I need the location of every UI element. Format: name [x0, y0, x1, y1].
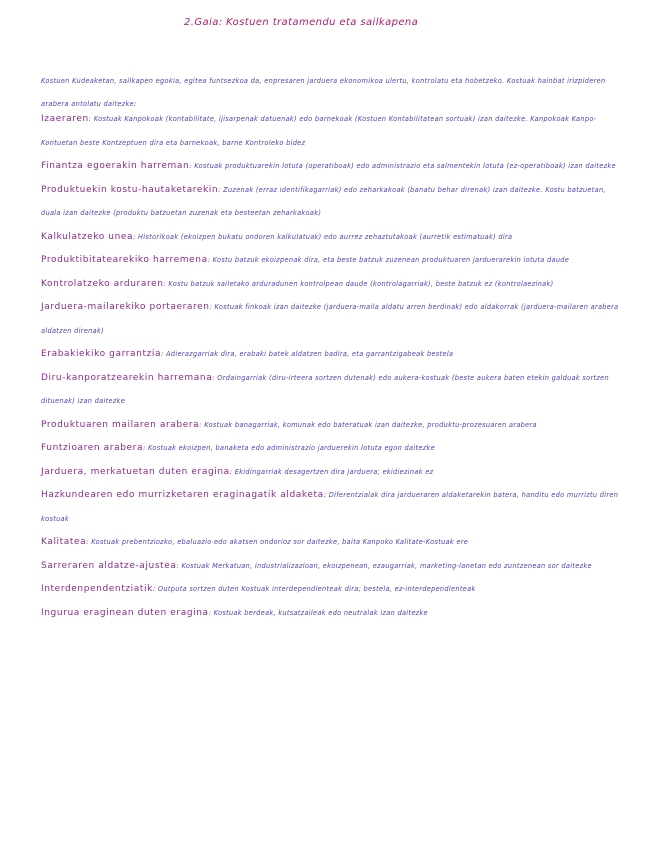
list-item: Interdenpendentziatik: Outputa sortzen duten Kostuak interdependienteak dira; bestela, ez-interdependienteak: [41, 584, 476, 594]
criterion-term: Kalkulatzeko unea: [41, 231, 134, 242]
criterion-text: Kostuak prebentziozko, ebaluazio edo akatsen ondorioz sor daitezke, baita Kanpoko Kalitate-Kostuak ere: [91, 538, 469, 546]
list-item: Hazkundearen edo murrizketaren eraginagatik aldaketa: Diferentzialak dira jardueraren aldaketarekin batera, handitu edo murriztu diren kostuak: [41, 490, 619, 523]
criterion-text: Ekidingarriak desagertzen dira jarduera; ekidiezinak ez: [234, 467, 434, 476]
list-item: Produktuaren mailaren arabera: Kostuak banagarriak, komunak edo bateratuak izan daitezke, produktu-prozesuaren arabera: [41, 419, 537, 430]
list-item: Produktuekin kostu-hautaketarekin: Zuzenak (erraz identifikagarriak) edo zeharkakoak (banatu behar direnak) izan daitezke. Kostu batzuetan, duala izan daitezke (produktu batzuetan zuzenak eta besteetan zeharkakoak): [41, 184, 606, 217]
criterion-term: Interdenpendentziatik: [41, 584, 153, 594]
criterion-term: Hazkundearen edo murrizketaren eraginagatik aldaketa: [41, 490, 324, 500]
list-item: Kontrolatzeko arduraren: Kostu batzuk sailetako arduradunen kontrolpean daude (kontrolagarriak), beste batzuk ez (kontrolaezinak): [41, 278, 554, 289]
criterion-text: Kostuak berdeak, kutsatzaileak edo neutralak izan daitezke: [213, 608, 428, 617]
criterion-text: Kostuak produktuarekin lotuta (operatiboak) edo administrazio eta salmentekin lotuta (ez-operatiboak) izan daitezke: [194, 162, 616, 170]
criterion-term: Izaeraren: [41, 114, 89, 124]
criterion-term: Diru-kanporatzearekin harremana: [41, 372, 213, 383]
criterion-term: Produktuaren mailaren arabera: [41, 419, 200, 430]
page-title: 2.Gaia: Kostuen tratamendu eta sailkapena: [184, 17, 419, 28]
list-item: Produktibitatearekiko harremena: Kostu batzuk ekoizpenak dira, eta beste batzuk zuzenean produktuaren jarduerarekin lotuta daude: [41, 255, 570, 265]
list-item: Izaeraren: Kostuak Kanpokoak (kontabilitate, ijisarpenak datuenak) edo barnekoak (Kostuen Kontabilitatean sortuak) izan daitezke. Kanpokoak Kanpo-Kontuetan beste Kontzeptuen dira eta barnekoak, barne Kontroleko bidez: [41, 114, 597, 147]
criterion-term: Finantza egoerakin harreman: [41, 161, 190, 171]
criterion-text: Outputa sortzen duten Kostuak interdependienteak dira; bestela, ez-interdependienteak: [157, 585, 476, 593]
criterion-term: Funtzioaren arabera: [41, 443, 144, 453]
list-item: Diru-kanporatzearekin harremana: Ordaingarriak (diru-irteera sortzen dutenak) edo aukera-kostuak (beste aukera baten etekin galduak sortzen dituenak) izan daitezke: [41, 372, 609, 405]
criterion-term: Produktibitatearekiko harremena: [41, 255, 208, 265]
criterion-text: Kostuak finkoak izan daitezke (jarduera-maila aldatu arren berdinak) edo aldakorrak (jarduera-mailaren arabera aldatzen direnak): [41, 303, 619, 335]
criterion-term: Kalitatea: [41, 537, 87, 547]
criterion-text: Kostuak Kanpokoak (kontabilitate, ijisarpenak datuenak) edo barnekoak (Kostuen Kontabilitatean sortuak) izan daitezke. Kanpokoak Kanpo-Kontuetan beste Kontzeptuen dira eta barnekoak, barne Kontroleko bidez: [41, 115, 597, 147]
list-item: Kalitatea: Kostuak prebentziozko, ebaluazio edo akatsen ondorioz sor daitezke, baita Kanpoko Kalitate-Kostuak ere: [41, 537, 469, 547]
criterion-term: Sarreraren aldatze-ajustea: [41, 560, 177, 571]
criterion-text: Kostu batzuk sailetako arduradunen kontrolpean daude (kontrolagarriak), beste batzuk ez (kontrolaezinak): [168, 279, 554, 288]
criterion-text: Kostu batzuk ekoizpenak dira, eta beste batzuk zuzenean produktuaren jarduerarekin lotuta daude: [212, 256, 570, 264]
list-item: Ingurua eraginean duten eragina: Kostuak berdeak, kutsatzaileak edo neutralak izan daitezke: [41, 607, 428, 618]
list-item: Erabakiekiko garrantzia: Adierazgarriak dira, erabaki batek aldatzen badira, eta garrantzigabeak bestela: [41, 349, 454, 359]
criterion-text: Kostuak Merkatuan, industrializazioan, ekoizpenean, ezaugarriak, marketing-lanetan edo zuntzenean sor daitezke: [181, 561, 592, 570]
criterion-term: Ingurua eraginean duten eragina: [41, 607, 209, 618]
criterion-text: Ordaingarriak (diru-irteera sortzen dutenak) edo aukera-kostuak (beste aukera baten etekin galduak sortzen dituenak) izan daitezke: [41, 373, 609, 405]
criterion-text: Kostuak banagarriak, komunak edo bateratuak izan daitezke, produktu-prozesuaren arabera: [204, 420, 537, 429]
criterion-term: Produktuekin kostu-hautaketarekin: [41, 184, 219, 195]
list-item: Funtzioaren arabera: Kostuak ekoizpen, banaketa edo administrazio jarduerekin lotuta egon daitezke: [41, 443, 435, 453]
list-item: Kalkulatzeko unea: Historikoak (ekoizpen bukatu ondoren kalkulatuak) edo aurrez zehaztutakoak (aurretik estimatuak) dira: [41, 231, 513, 242]
criterion-text: Zuzenak (erraz identifikagarriak) edo zeharkakoak (banatu behar direnak) izan daitezke. Kostu batzuetan, duala izan daitezke (produktu batzuetan zuzenak eta besteetan zeharkakoak): [41, 185, 606, 217]
classification-list: [41, 108, 621, 625]
criterion-text: Diferentzialak dira jardueraren aldaketarekin batera, handitu edo murriztu diren kostuak: [41, 491, 619, 523]
criterion-term: Jarduera-mailarekiko portaeraren: [41, 302, 210, 312]
list-item: Jarduera, merkatuetan duten eragina: Ekidingarriak desagertzen dira jarduera; ekidiezinak ez: [41, 466, 434, 477]
criterion-term: Jarduera, merkatuetan duten eragina: [41, 466, 230, 477]
list-item: Finantza egoerakin harreman: Kostuak produktuarekin lotuta (operatiboak) edo administrazio eta salmentekin lotuta (ez-operatiboak) izan daitezke: [41, 161, 616, 171]
criterion-term: Kontrolatzeko arduraren: [41, 278, 164, 289]
list-item: Sarreraren aldatze-ajustea: Kostuak Merkatuan, industrializazioan, ekoizpenean, ezaugarriak, marketing-lanetan edo zuntzenean sor daitezke: [41, 560, 592, 571]
criterion-text: Historikoak (ekoizpen bukatu ondoren kalkulatuak) edo aurrez zehaztutakoak (aurretik estimatuak) dira: [138, 232, 513, 241]
criterion-text: Adierazgarriak dira, erabaki batek aldatzen badira, eta garrantzigabeak bestela: [166, 350, 454, 358]
list-item: Jarduera-mailarekiko portaeraren: Kostuak finkoak izan daitezke (jarduera-maila aldatu arren berdinak) edo aldakorrak (jarduera-mailaren arabera aldatzen direnak): [41, 302, 619, 335]
criterion-term: Erabakiekiko garrantzia: [41, 349, 162, 359]
intro-paragraph: Kostuen Kudeaketan, sailkapen egokia, egitea funtsezkoa da, enpresaren jarduera ekonomikoa ulertu, kontrolatu eta hobetzeko. Kostuak hainbat irizpideren arabera antolatu daitezke:: [41, 76, 606, 108]
criterion-text: Kostuak ekoizpen, banaketa edo administrazio jarduerekin lotuta egon daitezke: [148, 444, 435, 452]
